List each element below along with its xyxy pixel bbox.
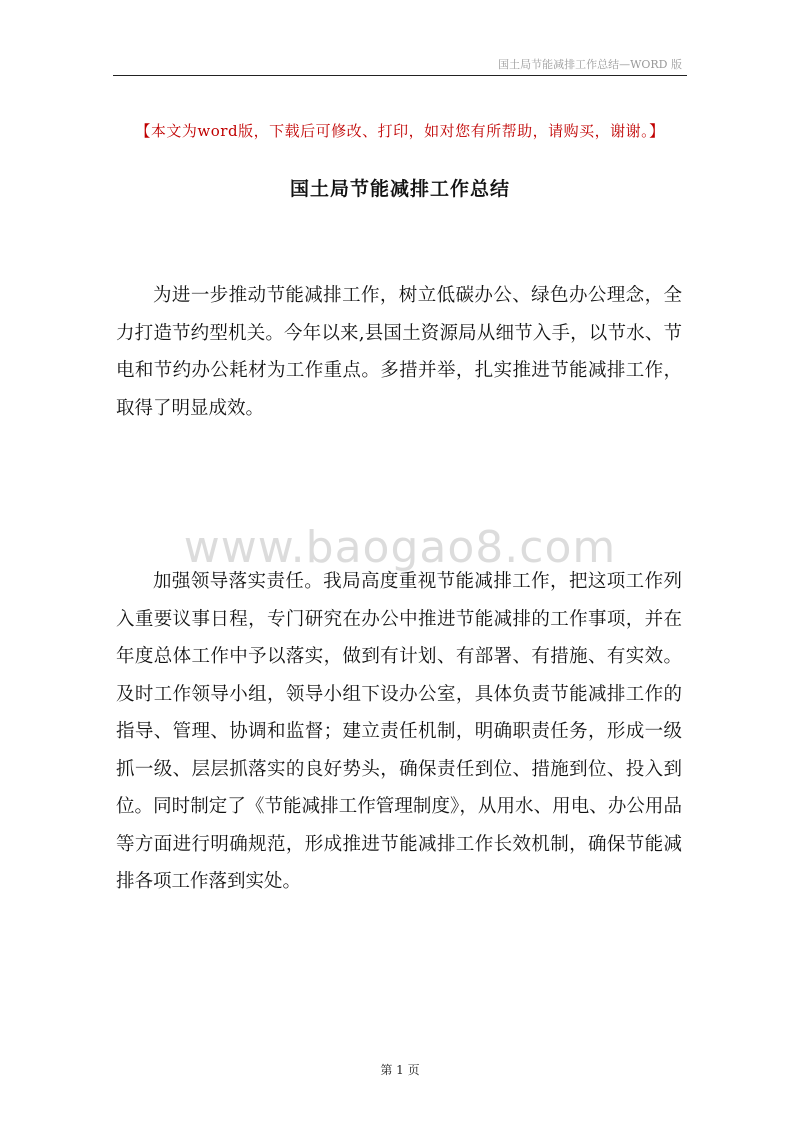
- watermark: www.baogao8.com: [183, 522, 617, 573]
- purchase-notice: 【本文为word版，下载后可修改、打印，如对您有所帮助，请购买，谢谢。】: [135, 122, 665, 140]
- header-divider: [113, 75, 687, 76]
- paragraph-intro: 为进一步推动节能减排工作，树立低碳办公、绿色办公理念，全力打造节约型机关。今年以来,县国土资源局从细节入手，以节水、节电和节约办公耗材为工作重点。多措并举，扎实推进节能减排工作，取得了明显成效。: [116, 285, 682, 419]
- document-title: 国土局节能减排工作总结: [289, 178, 510, 200]
- paragraph-leadership: 加强领导落实责任。我局高度重视节能减排工作，把这项工作列入重要议事日程，专门研究在办公中推进节能减排的工作事项，并在年度总体工作中予以落实，做到有计划、有部署、有措施、有实效。及时工作领导小组，领导小组下设办公室，具体负责节能减排工作的指导、管理、协调和监督；建立责任机制，明确职责任务，形成一级抓一级、层层抓落实的良好势头，确保责任到位、措施到位、投入到位。同时制定了《节能减排工作管理制度》，从用水、用电、办公用品等方面进行明确规范，形成推进节能减排工作长效机制，确保节能减排各项工作落到实处。: [116, 571, 682, 892]
- page-number: 第 1 页: [380, 1063, 420, 1077]
- running-header: 国土局节能减排工作总结—WORD 版: [498, 58, 682, 71]
